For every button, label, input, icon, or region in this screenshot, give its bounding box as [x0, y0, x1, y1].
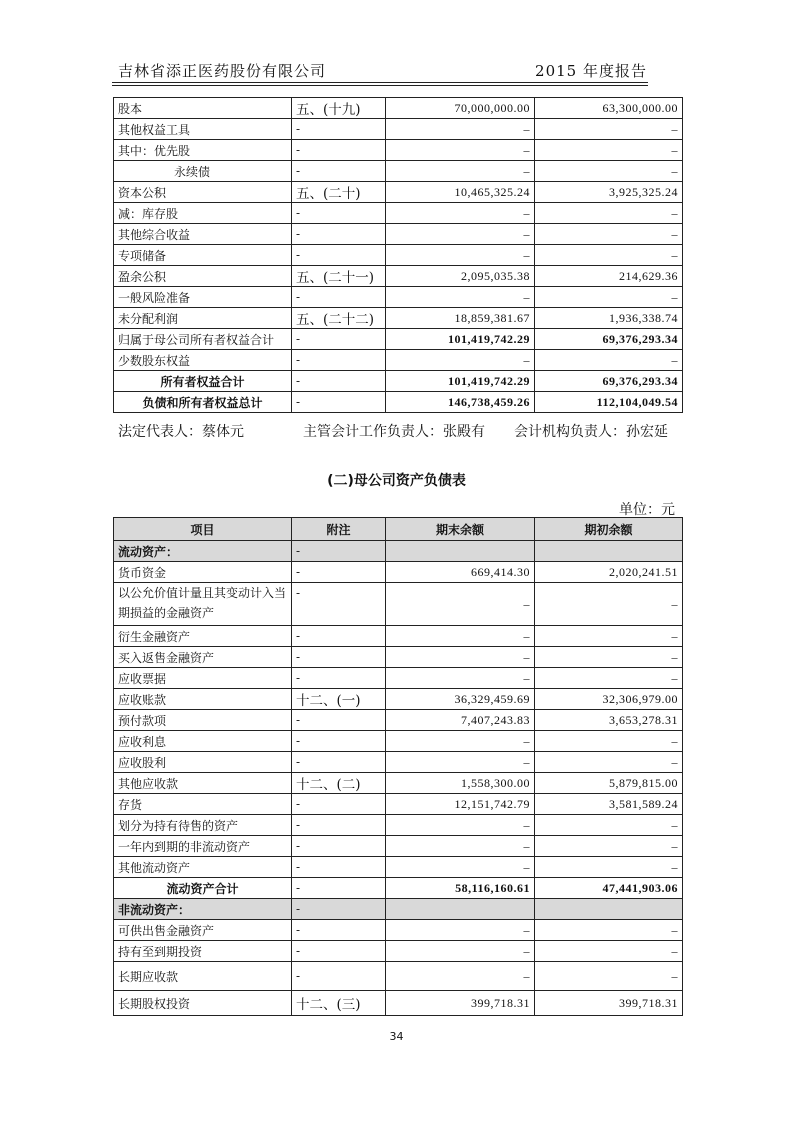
row-note: -: [292, 647, 386, 668]
row-label: 应收票据: [114, 668, 292, 689]
table-row: [114, 203, 683, 224]
row-begin-balance: –: [535, 752, 683, 773]
row-label: 可供出售金融资产: [114, 920, 292, 941]
row-begin-balance: –: [535, 815, 683, 836]
row-label: 应收股利: [114, 752, 292, 773]
row-end-balance: 36,329,459.69: [386, 689, 535, 710]
row-label: 长期股权投资: [114, 991, 292, 1016]
section-title: (二)母公司资产负债表: [327, 473, 466, 489]
table-row: [114, 562, 683, 583]
col-header-end-balance: 期末余额: [386, 518, 535, 541]
table-row: [114, 920, 683, 941]
row-label: 其他流动资产: [114, 857, 292, 878]
row-begin-balance: –: [535, 920, 683, 941]
row-begin-balance: 1,936,338.74: [535, 308, 683, 329]
row-end-balance: –: [386, 350, 535, 371]
table-row: [114, 266, 683, 287]
table-row: [114, 350, 683, 371]
row-label: 股本: [114, 98, 292, 119]
total-row: [114, 878, 683, 899]
table-row: [114, 857, 683, 878]
row-note: -: [292, 878, 386, 899]
row-end-balance: –: [386, 245, 535, 266]
page-number: 34: [389, 1030, 404, 1043]
row-begin-balance: 3,925,325.24: [535, 182, 683, 203]
row-label: 负债和所有者权益总计: [114, 392, 292, 413]
row-end-balance: 7,407,243.83: [386, 710, 535, 731]
row-end-balance: 146,738,459.26: [386, 392, 535, 413]
row-begin-balance: –: [535, 731, 683, 752]
equity-table: [113, 97, 683, 413]
table-row: [114, 224, 683, 245]
row-end-balance: –: [386, 941, 535, 962]
row-note: -: [292, 287, 386, 308]
table-row: [114, 962, 683, 991]
row-begin-balance: –: [535, 140, 683, 161]
row-label: 其他权益工具: [114, 119, 292, 140]
table-row: [114, 140, 683, 161]
row-label: 持有至到期投资: [114, 941, 292, 962]
row-note: -: [292, 329, 386, 350]
row-end-balance: 101,419,742.29: [386, 329, 535, 350]
row-label: 所有者权益合计: [114, 371, 292, 392]
row-note: -: [292, 245, 386, 266]
row-end-balance: [386, 899, 535, 920]
row-note: -: [292, 857, 386, 878]
table-row: [114, 941, 683, 962]
row-begin-balance: 214,629.36: [535, 266, 683, 287]
row-note: -: [292, 350, 386, 371]
row-note: -: [292, 583, 386, 626]
row-begin-balance: 399,718.31: [535, 991, 683, 1016]
row-end-balance: 2,095,035.38: [386, 266, 535, 287]
row-end-balance: –: [386, 203, 535, 224]
table-row: [114, 668, 683, 689]
row-note: -: [292, 710, 386, 731]
row-label: 应收利息: [114, 731, 292, 752]
row-begin-balance: 69,376,293.34: [535, 371, 683, 392]
row-end-balance: –: [386, 920, 535, 941]
col-header-note: 附注: [292, 518, 386, 541]
row-note: -: [292, 119, 386, 140]
row-end-balance: [386, 541, 535, 562]
row-begin-balance: –: [535, 119, 683, 140]
table-header-row: [114, 518, 683, 541]
row-end-balance: –: [386, 815, 535, 836]
row-begin-balance: 32,306,979.00: [535, 689, 683, 710]
row-end-balance: 10,465,325.24: [386, 182, 535, 203]
row-note: -: [292, 815, 386, 836]
row-label: 衍生金融资产: [114, 626, 292, 647]
row-note: -: [292, 203, 386, 224]
row-label: 归属于母公司所有者权益合计: [114, 329, 292, 350]
table-row: [114, 794, 683, 815]
row-note: -: [292, 899, 386, 920]
parent-balance-sheet-table: [113, 517, 683, 1016]
table-row: [114, 731, 683, 752]
row-note: -: [292, 941, 386, 962]
row-note: 五、(二十): [292, 182, 386, 203]
table-row: [114, 815, 683, 836]
table-row: [114, 119, 683, 140]
row-note: -: [292, 562, 386, 583]
accounting-head: 主管会计工作负责人：张殿有: [303, 424, 485, 440]
table-row: [114, 647, 683, 668]
row-label: 盈余公积: [114, 266, 292, 287]
row-end-balance: –: [386, 626, 535, 647]
row-note: 十二、(二): [292, 773, 386, 794]
row-note: -: [292, 161, 386, 182]
row-label: 非流动资产：: [114, 899, 292, 920]
row-end-balance: –: [386, 857, 535, 878]
row-label: 以公允价值计量且其变动计入当期损益的金融资产: [114, 583, 292, 626]
row-label: 少数股东权益: [114, 350, 292, 371]
row-note: -: [292, 224, 386, 245]
row-end-balance: 101,419,742.29: [386, 371, 535, 392]
row-label: 应收账款: [114, 689, 292, 710]
legal-representative: 法定代表人：蔡体元: [118, 424, 244, 440]
row-begin-balance: –: [535, 962, 683, 991]
row-begin-balance: –: [535, 626, 683, 647]
row-label: 货币资金: [114, 562, 292, 583]
row-begin-balance: –: [535, 583, 683, 626]
table-row: [114, 98, 683, 119]
row-end-balance: –: [386, 731, 535, 752]
row-label: 其他综合收益: [114, 224, 292, 245]
row-note: 五、(二十一): [292, 266, 386, 287]
total-row: [114, 392, 683, 413]
row-note: 五、(二十二): [292, 308, 386, 329]
row-end-balance: –: [386, 140, 535, 161]
row-label: 其中：优先股: [114, 140, 292, 161]
row-end-balance: 18,859,381.67: [386, 308, 535, 329]
row-end-balance: –: [386, 647, 535, 668]
row-begin-balance: 3,653,278.31: [535, 710, 683, 731]
table-row: [114, 287, 683, 308]
table-row: [114, 689, 683, 710]
row-note: -: [292, 962, 386, 991]
header-rule-thin: [112, 85, 648, 86]
row-note: -: [292, 541, 386, 562]
row-end-balance: 12,151,742.79: [386, 794, 535, 815]
row-note: -: [292, 836, 386, 857]
row-label: 划分为持有待售的资产: [114, 815, 292, 836]
row-begin-balance: –: [535, 836, 683, 857]
table-row: [114, 773, 683, 794]
row-end-balance: –: [386, 287, 535, 308]
row-begin-balance: –: [535, 350, 683, 371]
row-end-balance: –: [386, 668, 535, 689]
row-label: 专项储备: [114, 245, 292, 266]
row-note: -: [292, 668, 386, 689]
col-header-item: 项目: [114, 518, 292, 541]
header-company: 吉林省添正医药股份有限公司: [118, 62, 327, 80]
row-end-balance: –: [386, 224, 535, 245]
row-begin-balance: 112,104,049.54: [535, 392, 683, 413]
row-begin-balance: –: [535, 668, 683, 689]
table-row: [114, 182, 683, 203]
row-end-balance: 70,000,000.00: [386, 98, 535, 119]
table-row: [114, 836, 683, 857]
row-note: -: [292, 794, 386, 815]
row-end-balance: –: [386, 119, 535, 140]
row-begin-balance: –: [535, 224, 683, 245]
row-label: 其他应收款: [114, 773, 292, 794]
row-label: 买入返售金融资产: [114, 647, 292, 668]
unit-label: 单位：元: [619, 502, 675, 518]
row-note: 十二、(三): [292, 991, 386, 1016]
row-note: -: [292, 752, 386, 773]
accounting-agency-head: 会计机构负责人：孙宏延: [514, 424, 668, 440]
row-end-balance: –: [386, 752, 535, 773]
row-begin-balance: –: [535, 203, 683, 224]
col-header-begin-balance: 期初余额: [535, 518, 683, 541]
row-label: 资本公积: [114, 182, 292, 203]
row-label: 一年内到期的非流动资产: [114, 836, 292, 857]
table-row: [114, 161, 683, 182]
table-row: [114, 583, 683, 626]
row-label: 流动资产：: [114, 541, 292, 562]
section-row: [114, 541, 683, 562]
table-row: [114, 329, 683, 350]
row-label: 长期应收款: [114, 962, 292, 991]
header-report-title: 2015 年度报告: [535, 62, 647, 80]
row-label: 永续债: [114, 161, 292, 182]
row-end-balance: 399,718.31: [386, 991, 535, 1016]
row-note: -: [292, 920, 386, 941]
row-label: 存货: [114, 794, 292, 815]
table-row: [114, 991, 683, 1016]
row-end-balance: 1,558,300.00: [386, 773, 535, 794]
row-note: -: [292, 371, 386, 392]
row-note: -: [292, 626, 386, 647]
row-begin-balance: 5,879,815.00: [535, 773, 683, 794]
row-label: 流动资产合计: [114, 878, 292, 899]
row-end-balance: 669,414.30: [386, 562, 535, 583]
row-begin-balance: 3,581,589.24: [535, 794, 683, 815]
row-begin-balance: –: [535, 287, 683, 308]
total-row: [114, 371, 683, 392]
row-begin-balance: –: [535, 857, 683, 878]
row-label: 预付款项: [114, 710, 292, 731]
row-begin-balance: [535, 899, 683, 920]
row-begin-balance: 47,441,903.06: [535, 878, 683, 899]
table-row: [114, 626, 683, 647]
row-begin-balance: [535, 541, 683, 562]
row-note: -: [292, 731, 386, 752]
row-begin-balance: –: [535, 161, 683, 182]
row-begin-balance: 2,020,241.51: [535, 562, 683, 583]
section-row: [114, 899, 683, 920]
header-rule-thick: [112, 82, 648, 83]
row-end-balance: –: [386, 962, 535, 991]
row-label: 未分配利润: [114, 308, 292, 329]
table-row: [114, 245, 683, 266]
row-note: -: [292, 140, 386, 161]
table-row: [114, 710, 683, 731]
table-row: [114, 308, 683, 329]
row-note: 五、(十九): [292, 98, 386, 119]
row-begin-balance: 69,376,293.34: [535, 329, 683, 350]
row-begin-balance: –: [535, 647, 683, 668]
row-label: 一般风险准备: [114, 287, 292, 308]
row-note: -: [292, 392, 386, 413]
row-end-balance: 58,116,160.61: [386, 878, 535, 899]
table-row: [114, 752, 683, 773]
row-begin-balance: –: [535, 245, 683, 266]
row-label: 减：库存股: [114, 203, 292, 224]
row-end-balance: –: [386, 161, 535, 182]
row-end-balance: –: [386, 836, 535, 857]
row-begin-balance: –: [535, 941, 683, 962]
row-begin-balance: 63,300,000.00: [535, 98, 683, 119]
row-end-balance: –: [386, 583, 535, 626]
row-note: 十二、(一): [292, 689, 386, 710]
